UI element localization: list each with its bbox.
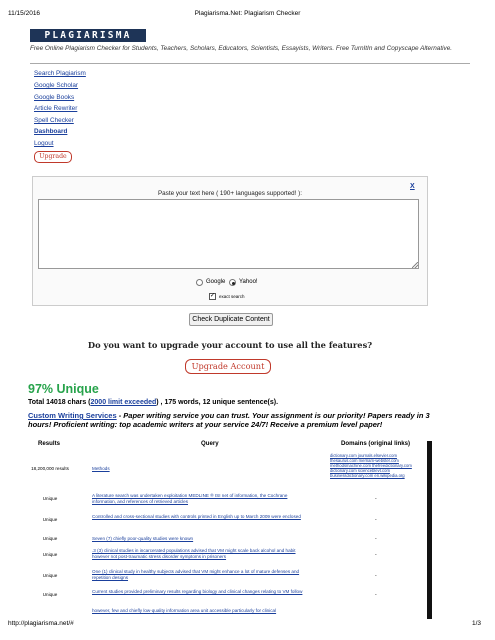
nav-article-rewriter[interactable]: Article Rewriter <box>34 105 78 112</box>
header-results: Results <box>38 440 61 447</box>
stats-suffix: ) , 175 words, 12 unique sentence(s). <box>156 399 279 406</box>
unique-percentage: 97% Unique <box>28 382 99 396</box>
exact-search-checkbox[interactable]: ✓ <box>210 293 216 299</box>
row-result: Unique <box>42 573 58 578</box>
promo-block <box>28 411 448 429</box>
row-result: Unique <box>42 536 58 541</box>
domain-link[interactable]: methodsmachine.com thefreedictionary.com <box>330 463 412 468</box>
row-domain-empty: - <box>375 517 377 523</box>
limit-exceeded-link[interactable]: 2000 limit exceeded <box>90 399 157 406</box>
row-query[interactable]: Seven (7) chiefly poor-quality studies were known <box>92 536 194 541</box>
row-result: Unique <box>42 517 58 522</box>
custom-writing-link[interactable]: Custom Writing Services <box>28 411 117 420</box>
row-domain-empty: - <box>375 592 377 598</box>
paste-prompt: Paste your text here ( 190+ languages supported! ): <box>157 190 303 197</box>
domain-link[interactable]: businessdictionary.com en.wikipedia.org <box>330 473 405 478</box>
engine-yahoo-label: Yahoo! <box>239 279 258 285</box>
row-result: 18,200,000 results <box>31 466 69 471</box>
header-query: Query <box>201 440 219 447</box>
row-result: Unique <box>42 592 58 597</box>
print-footer <box>0 620 495 630</box>
print-title: Plagiarisma.Net: Plagiarism Checker <box>194 10 301 17</box>
upgrade-account-button[interactable]: Upgrade Account <box>185 359 271 374</box>
row-query[interactable]: .3 (3) clinical studies in incarcerated populations advised that VM might scale back alcohol and habit however not post-traumatic stress disorder symptoms in prisoners <box>92 548 296 559</box>
row-domain-empty: - <box>375 573 377 579</box>
nav-search-plagiarism[interactable]: Search Plagiarism <box>34 70 86 77</box>
row-domain-empty: - <box>375 552 377 558</box>
domain-link[interactable]: thesaurus.com merriam-webster.com <box>330 458 399 463</box>
row-query[interactable]: One (1) clinical study in healthy subjects advised that VM might enhance a lot of mature defenses and repetition designs <box>92 569 300 580</box>
header-divider <box>30 63 470 64</box>
text-input-area[interactable] <box>38 199 419 269</box>
nav-google-books[interactable]: Google Books <box>34 94 75 101</box>
row-query[interactable]: Controlled and cross-sectional studies with controls printed in English up to March 2009 were enclosed <box>92 514 301 519</box>
text-stats <box>28 399 278 406</box>
header-domains: Domains (original links) <box>341 440 411 447</box>
row-query[interactable]: Current studies provided preliminary results regarding biology and clinical changes relating to VM follow <box>92 589 303 594</box>
nav-logout[interactable]: Logout <box>34 140 54 147</box>
nav-google-scholar[interactable]: Google Scholar <box>34 82 79 89</box>
upgrade-message: Do you want to upgrade your account to use all the features? <box>87 340 373 350</box>
print-header <box>0 10 495 20</box>
row-domain-empty: - <box>375 536 377 542</box>
results-scrollbar[interactable] <box>427 441 432 619</box>
domain-link[interactable]: dictionary.com journals.elsevier.com <box>330 453 397 458</box>
row-query[interactable]: however, few and chiefly low-quality information area unit accessible particularly for clinical <box>92 608 277 613</box>
row-query[interactable]: Methods <box>92 466 110 471</box>
row-domains <box>330 453 425 478</box>
domain-link[interactable]: dictionary.com scienceblevt.com <box>330 468 390 473</box>
row-domain-empty: - <box>375 496 377 502</box>
stats-prefix: Total 14018 chars ( <box>28 399 91 406</box>
print-page-number: 1/3 <box>471 620 481 627</box>
engine-yahoo-radio[interactable] <box>229 279 236 286</box>
promo-text: - Paper writing service you can trust. Your assignment is our priority! Papers ready in 3 hours! Proficient writing: top academic writers at your service 24/7! Receive a premium level paper! <box>28 411 430 429</box>
engine-google-radio[interactable] <box>196 279 203 286</box>
row-result: Unique <box>42 552 58 557</box>
print-date: 11/15/2016 <box>8 10 41 17</box>
exact-search-label: exact search <box>219 294 245 299</box>
row-result: Unique <box>42 496 58 501</box>
close-panel-button[interactable]: X <box>410 183 415 190</box>
resize-handle-icon[interactable] <box>412 262 418 268</box>
row-query[interactable]: A literature search was undertaken exploitation MEDLINE ® ISI net of information, the Cochrane information, and references of retrieved articles <box>92 493 288 504</box>
check-duplicate-button[interactable]: Check Duplicate Content <box>189 313 273 326</box>
upgrade-button-small[interactable]: Upgrade <box>34 151 72 163</box>
engine-google-label: Google <box>206 279 226 285</box>
site-logo[interactable]: PLAGIARISMA <box>30 29 146 42</box>
nav-spell-checker[interactable]: Spell Checker <box>34 117 74 124</box>
nav-dashboard[interactable]: Dashboard <box>34 128 68 135</box>
site-tagline: Free Online Plagiarism Checker for Students, Teachers, Scholars, Educators, Scientists, Essayists, Writers. Free TurnItIn and Copyscape Alternative. <box>30 45 453 52</box>
print-url: http://plagiarisma.net/# <box>8 620 74 627</box>
